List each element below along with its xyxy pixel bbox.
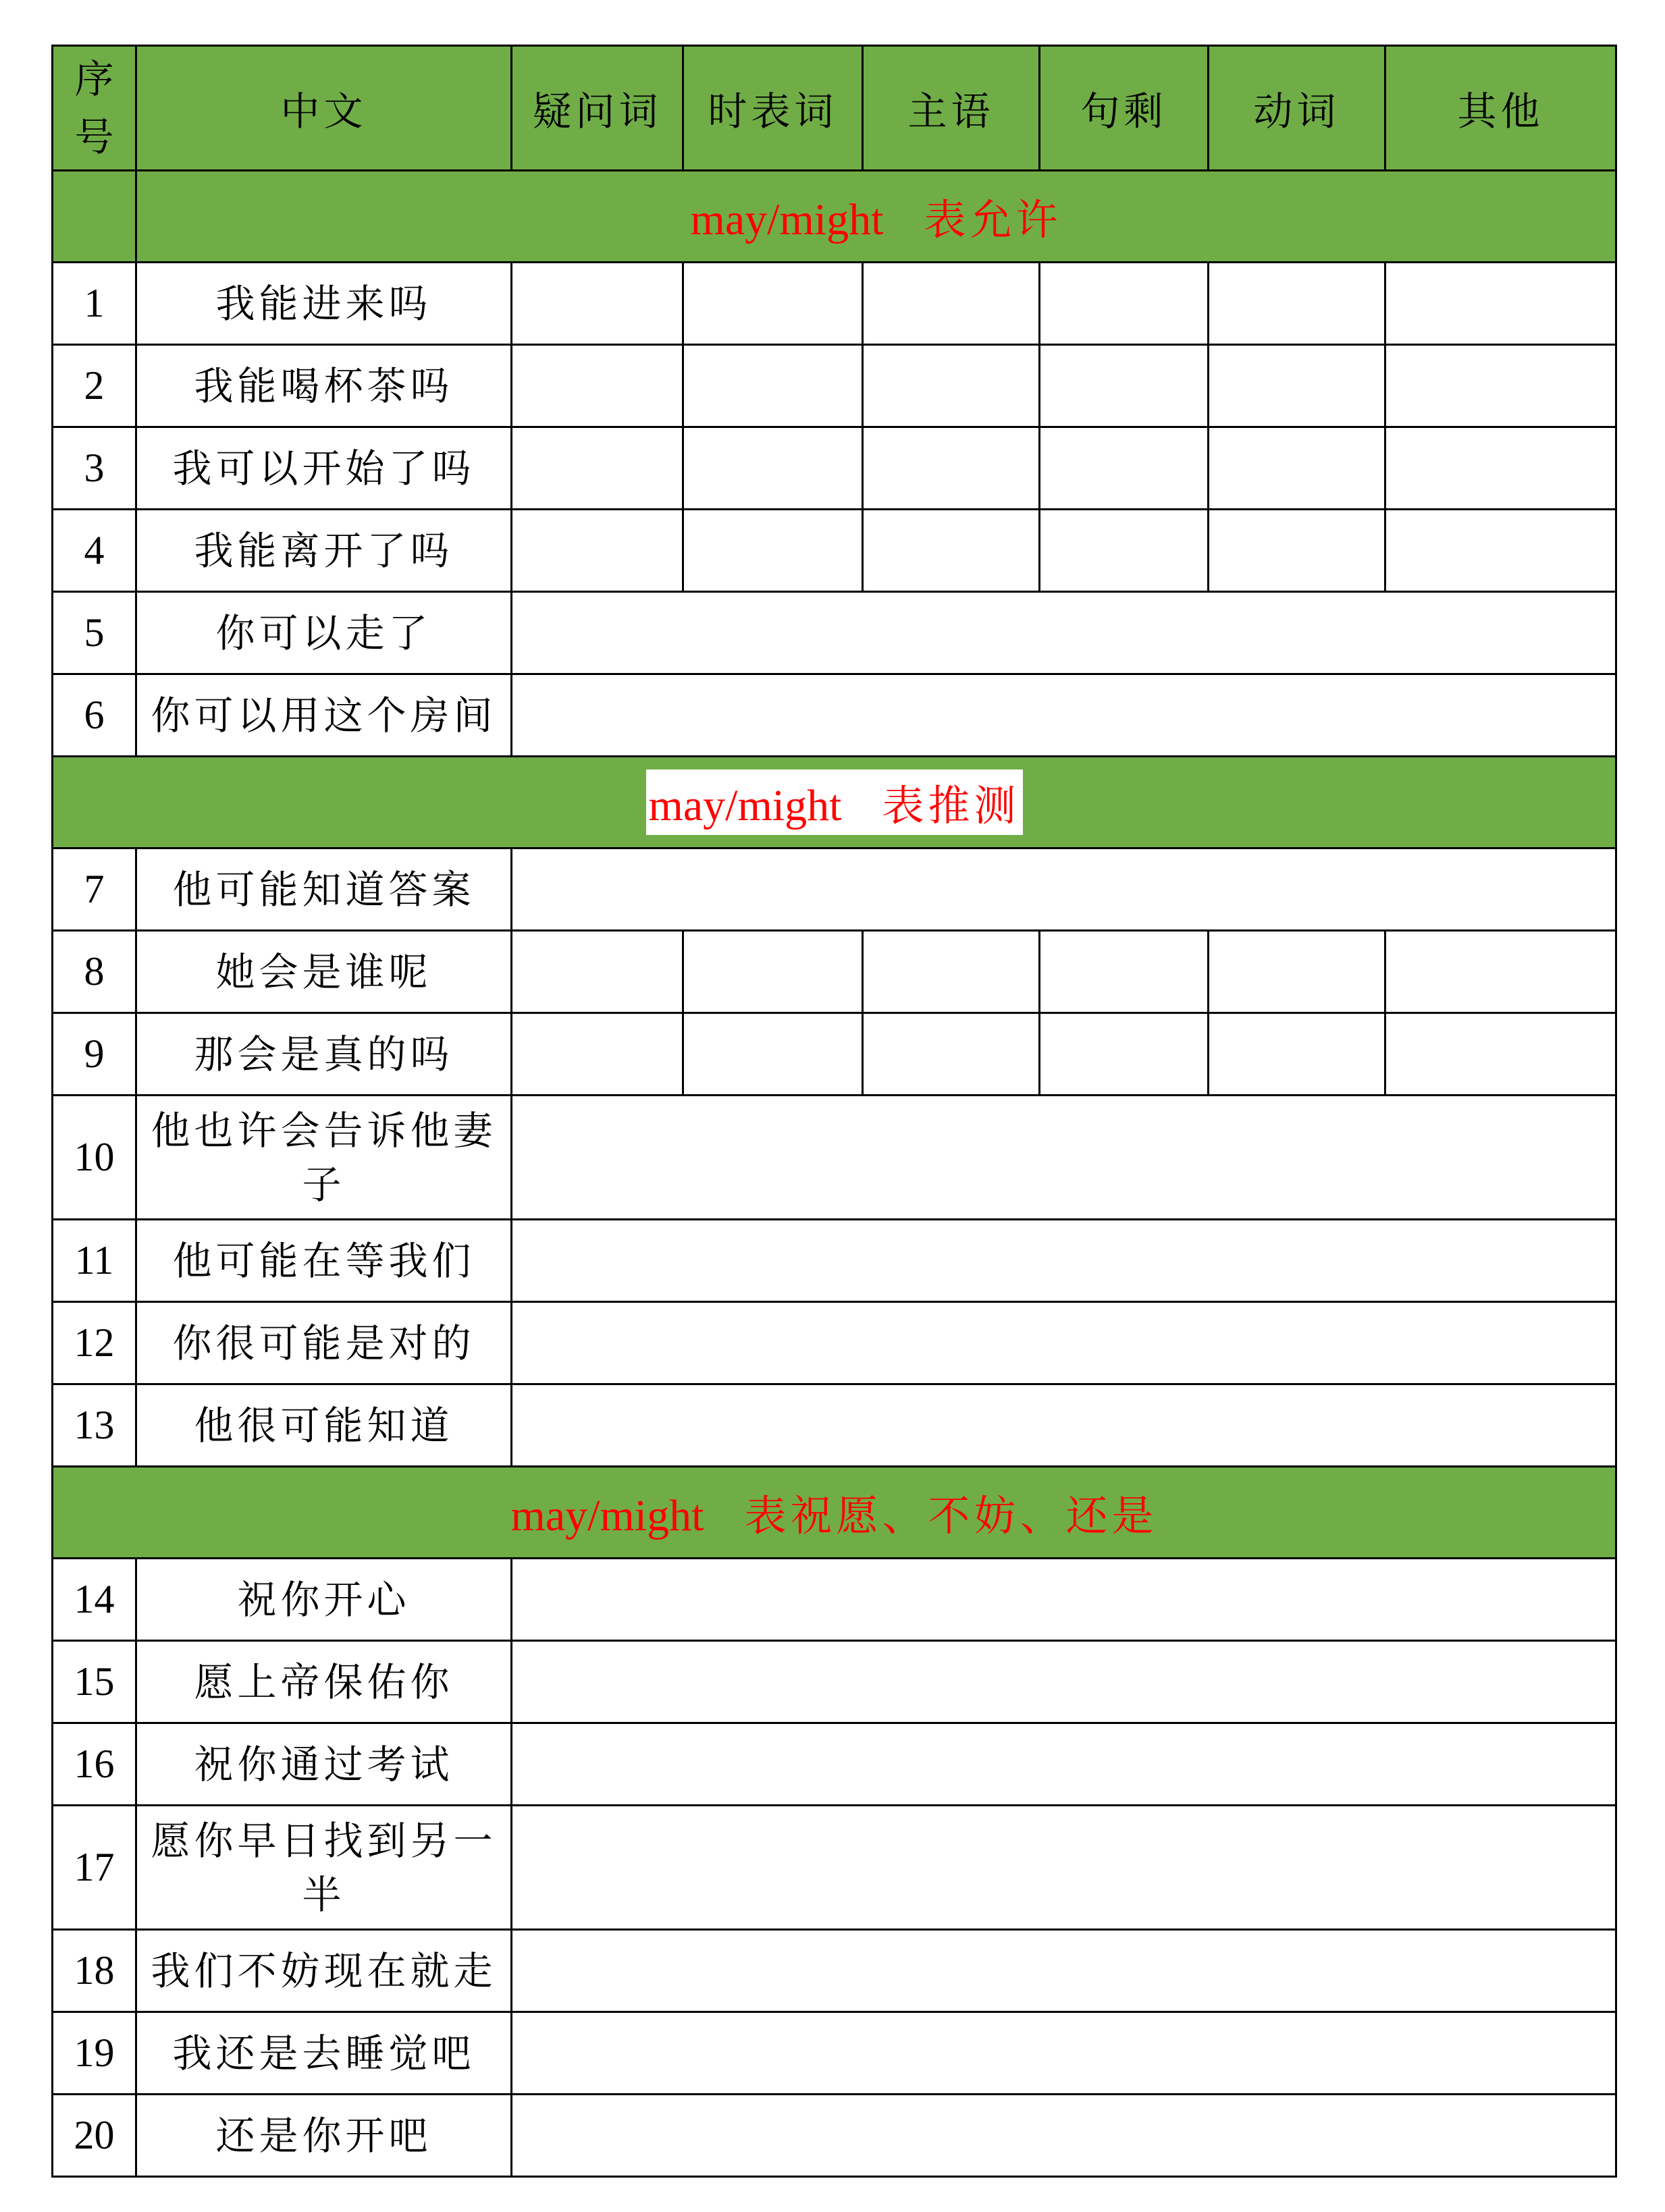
table-row (53, 427, 1616, 510)
section-title-zh: 表推测 (882, 781, 1020, 830)
blank-cell[interactable] (1209, 931, 1385, 1013)
row-chinese: 还是你开吧 (136, 2095, 512, 2177)
blank-cell[interactable] (512, 427, 683, 510)
header-col-time: 时表词 (683, 46, 863, 171)
section-title-en: may/might (690, 195, 884, 244)
row-number: 5 (53, 592, 136, 674)
merged-blank-cell[interactable] (512, 1220, 1616, 1302)
header-row (53, 46, 1616, 171)
table-row (53, 1220, 1616, 1302)
row-number: 15 (53, 1641, 136, 1723)
row-chinese: 祝你开心 (136, 1559, 512, 1641)
merged-blank-cell[interactable] (512, 1384, 1616, 1467)
table-row (53, 592, 1616, 674)
section-header-permission (53, 171, 1616, 263)
section-title-cell (53, 1467, 1616, 1559)
row-chinese: 他很可能知道 (136, 1384, 512, 1467)
row-number: 20 (53, 2095, 136, 2177)
section-title (691, 186, 1062, 246)
table-row (53, 2095, 1616, 2177)
row-number: 8 (53, 931, 136, 1013)
blank-cell[interactable] (1040, 1013, 1209, 1096)
blank-cell[interactable] (1385, 427, 1616, 510)
merged-blank-cell[interactable] (512, 1559, 1616, 1641)
blank-cell[interactable] (512, 263, 683, 345)
row-chinese: 我能进来吗 (136, 263, 512, 345)
merged-blank-cell[interactable] (512, 592, 1616, 674)
table-row (53, 345, 1616, 427)
row-number: 17 (53, 1806, 136, 1930)
section-title-zh: 表允许 (924, 195, 1062, 244)
section-title-cell (136, 171, 1616, 263)
blank-cell[interactable] (1209, 263, 1385, 345)
row-chinese: 愿你早日找到另一半 (136, 1806, 512, 1930)
header-cn: 中文 (136, 46, 512, 171)
section-title (511, 1482, 1158, 1542)
row-chinese: 我们不妨现在就走 (136, 1930, 512, 2012)
blank-cell[interactable] (1040, 345, 1209, 427)
table-row (53, 931, 1616, 1013)
row-chinese: 我还是去睡觉吧 (136, 2012, 512, 2095)
row-number: 7 (53, 848, 136, 931)
blank-cell[interactable] (1209, 510, 1385, 592)
table-row (53, 1013, 1616, 1096)
row-chinese: 你很可能是对的 (136, 1302, 512, 1384)
merged-blank-cell[interactable] (512, 1302, 1616, 1384)
row-chinese: 我能离开了吗 (136, 510, 512, 592)
row-number: 4 (53, 510, 136, 592)
table-row (53, 2012, 1616, 2095)
table-row (53, 1302, 1616, 1384)
section-header-speculation (53, 757, 1616, 848)
blank-cell[interactable] (1385, 510, 1616, 592)
row-number: 9 (53, 1013, 136, 1096)
row-chinese: 祝你通过考试 (136, 1723, 512, 1806)
row-number: 16 (53, 1723, 136, 1806)
blank-cell[interactable] (1209, 1013, 1385, 1096)
row-chinese: 她会是谁呢 (136, 931, 512, 1013)
header-col-verb: 动词 (1209, 46, 1385, 171)
row-number: 14 (53, 1559, 136, 1641)
merged-blank-cell[interactable] (512, 848, 1616, 931)
row-number: 13 (53, 1384, 136, 1467)
blank-cell[interactable] (1385, 931, 1616, 1013)
section-title-cell (53, 757, 1616, 848)
blank-cell[interactable] (683, 510, 863, 592)
table-row (53, 1723, 1616, 1806)
header-no: 序 号 (53, 46, 136, 171)
blank-cell[interactable] (1040, 931, 1209, 1013)
section-title (646, 770, 1023, 835)
row-chinese: 那会是真的吗 (136, 1013, 512, 1096)
blank-cell[interactable] (512, 345, 683, 427)
row-chinese: 他可能在等我们 (136, 1220, 512, 1302)
row-chinese: 他可能知道答案 (136, 848, 512, 931)
row-number: 6 (53, 674, 136, 757)
merged-blank-cell[interactable] (512, 1723, 1616, 1806)
section-title-en: may/might (510, 1491, 704, 1540)
blank-cell[interactable] (512, 510, 683, 592)
merged-blank-cell[interactable] (512, 1096, 1616, 1220)
header-col-rest: 句剩 (1040, 46, 1209, 171)
grammar-table (51, 45, 1617, 2178)
blank-cell[interactable] (863, 1013, 1040, 1096)
header-col-subject: 主语 (863, 46, 1040, 171)
row-chinese: 他也许会告诉他妻子 (136, 1096, 512, 1220)
blank-cell[interactable] (683, 263, 863, 345)
blank-cell[interactable] (863, 427, 1040, 510)
row-number: 2 (53, 345, 136, 427)
merged-blank-cell[interactable] (512, 2012, 1616, 2095)
table-row (53, 1806, 1616, 1930)
row-number: 3 (53, 427, 136, 510)
blank-cell[interactable] (683, 427, 863, 510)
merged-blank-cell[interactable] (512, 1806, 1616, 1930)
blank-cell[interactable] (1040, 510, 1209, 592)
table-row (53, 1384, 1616, 1467)
merged-blank-cell[interactable] (512, 1930, 1616, 2012)
header-col-other: 其他 (1385, 46, 1616, 171)
blank-cell[interactable] (1385, 263, 1616, 345)
blank-cell[interactable] (512, 931, 683, 1013)
row-number: 11 (53, 1220, 136, 1302)
blank-cell[interactable] (1385, 1013, 1616, 1096)
blank-cell[interactable] (863, 263, 1040, 345)
row-chinese: 愿上帝保佑你 (136, 1641, 512, 1723)
blank-cell[interactable] (863, 931, 1040, 1013)
merged-blank-cell[interactable] (512, 674, 1616, 757)
header-col-wh: 疑问词 (512, 46, 683, 171)
table-row (53, 510, 1616, 592)
table-row (53, 1641, 1616, 1723)
blank-cell[interactable] (683, 345, 863, 427)
section-blank-cell (53, 171, 136, 263)
blank-cell[interactable] (1385, 345, 1616, 427)
row-number: 10 (53, 1096, 136, 1220)
merged-blank-cell[interactable] (512, 2095, 1616, 2177)
blank-cell[interactable] (1040, 427, 1209, 510)
merged-blank-cell[interactable] (512, 1641, 1616, 1723)
section-header-wish (53, 1467, 1616, 1559)
table-row (53, 1930, 1616, 2012)
table-row (53, 1559, 1616, 1641)
table-row (53, 263, 1616, 345)
blank-cell[interactable] (1209, 345, 1385, 427)
table-row (53, 848, 1616, 931)
blank-cell[interactable] (683, 1013, 863, 1096)
section-title-zh: 表祝愿、不妨、还是 (744, 1491, 1158, 1540)
section-title-en: may/might (648, 781, 842, 830)
blank-cell[interactable] (512, 1013, 683, 1096)
row-number: 1 (53, 263, 136, 345)
blank-cell[interactable] (863, 345, 1040, 427)
row-number: 18 (53, 1930, 136, 2012)
row-chinese: 你可以走了 (136, 592, 512, 674)
blank-cell[interactable] (1040, 263, 1209, 345)
blank-cell[interactable] (1209, 427, 1385, 510)
table-row (53, 1096, 1616, 1220)
row-number: 19 (53, 2012, 136, 2095)
blank-cell[interactable] (683, 931, 863, 1013)
table-row (53, 674, 1616, 757)
row-number: 12 (53, 1302, 136, 1384)
row-chinese: 你可以用这个房间 (136, 674, 512, 757)
row-chinese: 我可以开始了吗 (136, 427, 512, 510)
blank-cell[interactable] (863, 510, 1040, 592)
row-chinese: 我能喝杯茶吗 (136, 345, 512, 427)
